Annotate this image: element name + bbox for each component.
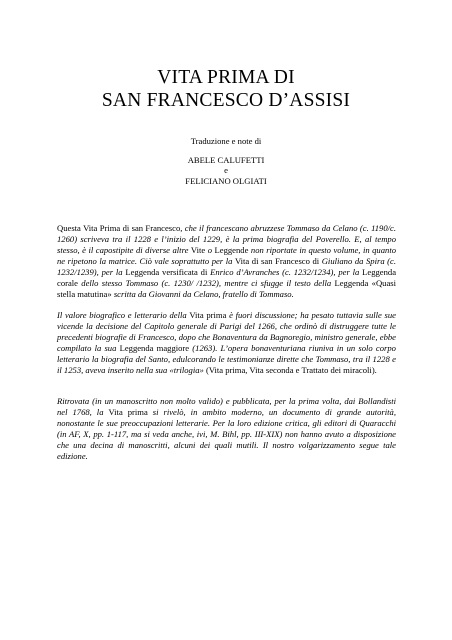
text-run: non riportate in questo volume, in quanto ne ripetono la matrice. Ciò vale soprattutto per la <box>57 244 397 266</box>
text-run: che il francescano abruzzese Tommaso da Celano (c. 1190/c. 1260) scriveva tra il 1228 e l’inizio del 1229, è la prima biografia del Poverello. E, al tempo stesso, è il capostipite di diverse altre <box>57 223 397 255</box>
paragraph-3 <box>57 396 396 462</box>
text-run: Ritrovata (in un manoscritto non molto valido) e pubblicata, per la prima volta, dai Bollandisti nel 1768, la <box>57 396 396 417</box>
text-run: Leggende <box>214 244 251 255</box>
text-run: (Vita prima, Vita seconda e Trattato dei miracoli). <box>205 364 377 375</box>
credits-conjunction: e <box>224 165 228 176</box>
text-run: Vite <box>190 244 208 255</box>
text-run: Leggenda «Quasi stella matutina» <box>57 277 397 299</box>
text-run: (1263). L’opera bonaventuriana riuniva in un solo corpo letterario la biografia del Santo, edulcorando le testimonianze dirette che Tommaso, tra il 1228 e il 1253, aveva inserito nella sua «trilogia» <box>57 342 396 375</box>
paragraph-2 <box>57 310 396 376</box>
text-run: Leggenda maggiore <box>119 342 193 353</box>
text-run: Il valore biografico e letterario della <box>57 310 190 320</box>
credits-spacer <box>0 147 452 155</box>
text-run: Vita di san Francesco di <box>234 255 322 266</box>
credits-author-1: ABELE CALUFETTI <box>187 154 265 165</box>
text-run: dello stesso Tommaso (c. 1230/ /1232), mentre ci sfugge il testo della <box>81 277 335 288</box>
text-run: Questa Vita Prima di san Francesco, <box>57 223 185 233</box>
paragraph-1 <box>57 223 396 300</box>
text-run: scritta da Giovanni da Celano, fratello di Tommaso. <box>113 288 294 299</box>
text-run: Vita prima <box>108 406 153 417</box>
credits-label: Traduzione e note di <box>190 136 262 146</box>
text-run: si rivelò, in ambito moderno, un documento di grande autorità, nonostante le sue preoccupazioni letterarie. Per la loro edizione critica, gli editori di Quaracchi (in AF, X, pp. 1-117, ma si veda anche, ivi, M. Bihl, pp. III-XIX) non hanno avuto a disposizione che una decina di manoscritti, alcuni dei quali mutili. Il nostro volgarizzamento segue tale edizione. <box>57 406 396 461</box>
text-run: o <box>207 244 215 255</box>
text-run: Leggenda corale <box>57 266 397 288</box>
credits-author-2: FELICIANO OLGIATI <box>185 175 267 186</box>
text-run: Vita prima <box>189 310 230 320</box>
text-run: Leggenda versificata di <box>125 266 211 277</box>
title-line-1: VITA PRIMA DI <box>157 67 295 88</box>
text-run: è fuori discussione; ha pesato tuttavia sulle sue vicende la decisione del Capitolo generale di Parigi del 1266, che ordinò di distruggere tutte le precedenti biografie di Francesco, dopo che Bonaventura da Bagnoregio, ministro generale, ebbe compilato la sua <box>57 310 396 353</box>
text-run: Giuliano da Spira (c. 1232/1239), per la <box>57 255 396 277</box>
credits <box>0 136 452 186</box>
text-run: Enrico d’Avranches (c. 1232/1234), per la <box>210 266 363 277</box>
title-line-2: SAN FRANCESCO D’ASSISI <box>101 90 351 111</box>
